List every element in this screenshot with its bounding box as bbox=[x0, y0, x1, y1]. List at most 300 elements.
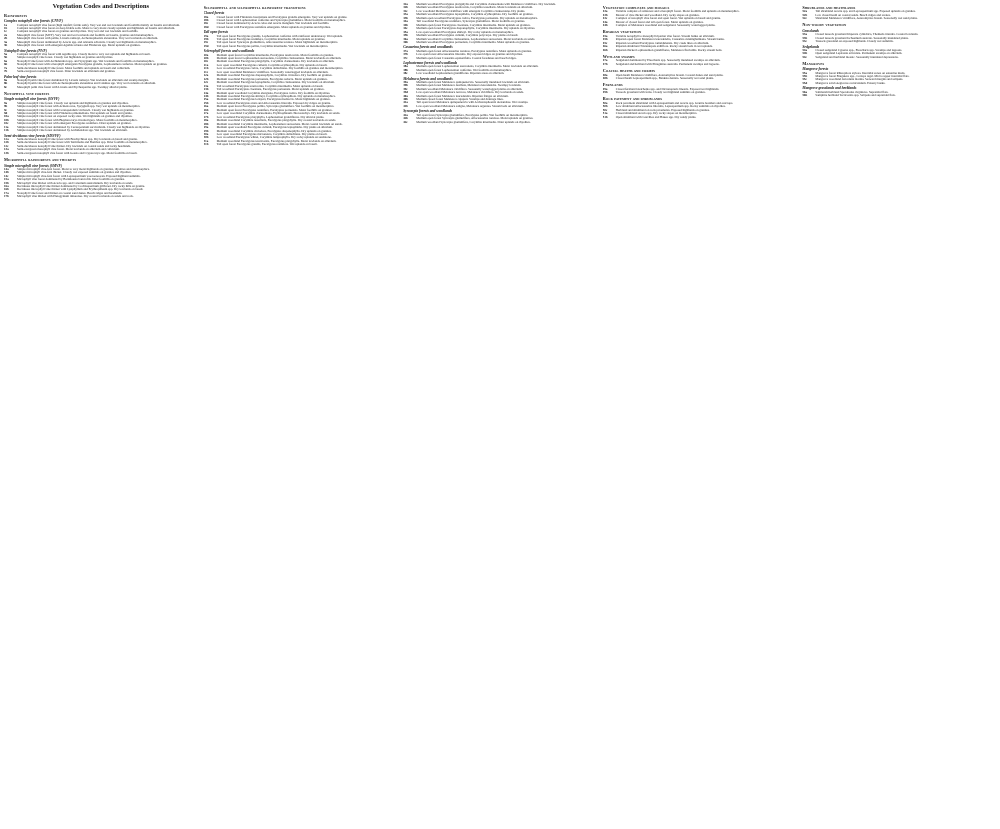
vegetation-code: 15b bbox=[4, 180, 9, 185]
vegetation-code: 1a bbox=[4, 22, 8, 27]
vegetation-code: 7b bbox=[4, 69, 8, 74]
vegetation-description: Notophyll vine forest with Archidendron spp. and Syzygium spp. Wet lowlands and foothills on metamorphics. bbox=[17, 58, 155, 63]
column-body bbox=[802, 6, 996, 98]
subsection-heading: Simple notophyll vine forests (SNVF) bbox=[4, 97, 60, 102]
vegetation-code: 41a bbox=[403, 100, 408, 105]
vegetation-description: Mosaic of vine thicket and woodland. Dry rocky slopes on granites. bbox=[615, 12, 700, 17]
vegetation-code: 6a bbox=[4, 58, 8, 63]
vegetation-description: Closed shrubland Acacia spp. Dry rocky slopes on metamorphics. bbox=[615, 111, 698, 116]
vegetation-description: Medium open forest Corymbia intermedia, Eucalyptus tereticornis. Moist foothills on granites. bbox=[216, 52, 334, 57]
vegetation-description: Semi-evergreen notophyll vine forest with Gossia and Cryptocarya spp. Moist foothills on basalt. bbox=[17, 150, 138, 155]
vegetation-description: Deciduous microphyll vine thicket with Lysiphyllum and Erythrophleum spp. Dry lowlands on basalt. bbox=[17, 187, 144, 192]
subsection-heading: Complex notophyll vine forests (CNVF) bbox=[4, 19, 63, 24]
vegetation-entry bbox=[603, 63, 797, 66]
vegetation-description: Mesophyll palm vine forest with Licuala and Ptychosperma spp. Swampy alluvial plains. bbox=[17, 84, 128, 89]
vegetation-code: 55b bbox=[802, 74, 808, 79]
vegetation-code: 27b bbox=[203, 114, 209, 119]
vegetation-code: 17a bbox=[4, 190, 9, 195]
section-heading: Rainforests bbox=[4, 12, 28, 18]
vegetation-code: 18b bbox=[203, 17, 209, 22]
vegetation-description: Riparian shrubland Tristaniopsis exiliflora. Rocky stream beds in wet uplands. bbox=[615, 44, 713, 49]
vegetation-code: 17b bbox=[4, 194, 9, 199]
vegetation-description: Closed tussock grassland Imperata cylindrica, Themeda triandra. Coastal lowlands. bbox=[815, 32, 919, 37]
vegetation-code: 20b bbox=[203, 55, 209, 60]
column-4 bbox=[603, 3, 797, 825]
vegetation-code: 32c bbox=[403, 8, 408, 13]
vegetation-description: Tall open forest Eucalyptus resinifera, Corymbia intermedia. Moist uplands on granites. bbox=[216, 36, 326, 41]
vegetation-description: Medium open woodland Corymbia abergiana, Eucalyptus crebra. Dry foothills on rhyolites. bbox=[216, 90, 331, 95]
vegetation-description: Medium open forest Casuarina equisetifolia. Coastal foredunes and beach ridges. bbox=[416, 55, 517, 60]
vegetation-description: Simple notophyll vine forest dominated by Archidendron spp. Wet lowlands on alluvium. bbox=[17, 128, 128, 133]
vegetation-code: 8b bbox=[4, 81, 8, 86]
vegetation-description: Sedgeland and herbland mosaic. Seasonally inundated depressions. bbox=[815, 54, 899, 59]
vegetation-code: 54b bbox=[802, 51, 808, 56]
vegetation-description: Open sedgeland Lepironia articulata. Permanent swamps on alluvium. bbox=[815, 51, 903, 56]
vegetation-description: Low open woodland Melaleuca saligna, Melaleuca argentea. Stream beds on alluvium. bbox=[416, 103, 524, 108]
vegetation-code: 7a bbox=[4, 65, 8, 70]
vegetation-description: Variable notophyll to mesophyll riparian vine forest. Stream banks on alluvium. bbox=[615, 33, 715, 38]
subsection-heading: Tall open forests bbox=[203, 30, 229, 35]
subsection-heading: Closed forests bbox=[203, 11, 225, 16]
vegetation-description: Samphire herbland Tecticornia spp. Saltpans and supratidal flats. bbox=[815, 93, 896, 98]
vegetation-code: 44b bbox=[602, 23, 608, 28]
vegetation-code: 55c bbox=[802, 77, 807, 82]
vegetation-code: 3a bbox=[4, 39, 8, 44]
vegetation-code: 50a bbox=[602, 101, 608, 106]
page-title: Vegetation Codes and Descriptions bbox=[52, 3, 149, 10]
subsection-heading: Mangrove grasslands and herblands bbox=[802, 86, 857, 91]
vegetation-description: Simple notophyll vine forest dominated by Ceratopetalum succirubrum. Cloudy wet highlands on rhyolites. bbox=[17, 124, 151, 129]
vegetation-description: Medium open woodland Eucalyptus crebra, Eucalyptus portuensis. Dry uplands on metamorphics. bbox=[416, 15, 538, 20]
vegetation-code: 28b bbox=[203, 121, 209, 126]
vegetation-description: Tall woodland Eucalyptus cloeziana, Eucalyptus portuensis. Moist uplands on granites. bbox=[216, 87, 325, 92]
vegetation-description: Tall open forest Syncarpia glomulifera, Eucalyptus pellita. Wet foothills on metamorphics. bbox=[416, 112, 529, 117]
vegetation-description: Riparian open forest Melaleuca leucadendra, Casuarina cunninghamiana. Stream banks. bbox=[615, 37, 725, 42]
vegetation-code: 40b bbox=[403, 97, 409, 102]
vegetation-description: Deciduous microphyll vine thicket dominated by Cochlospermum gillivraei. Dry rocky hills on granite. bbox=[17, 183, 146, 188]
vegetation-code: 35b bbox=[403, 33, 409, 38]
vegetation-code: 9d bbox=[4, 111, 8, 116]
vegetation-description: Tall open forest Melaleuca quinquenervia with Archontophoenix alexandrae. Wet swamps. bbox=[416, 100, 529, 105]
vegetation-code: 47b bbox=[602, 61, 608, 66]
vegetation-entry bbox=[4, 195, 198, 198]
section-heading: Fernlands bbox=[602, 82, 623, 88]
vegetation-code: 8a bbox=[4, 77, 8, 82]
vegetation-description: Semi-deciduous notophyll vine forest. Moist foothills and uplands on basalt and colluvium. bbox=[17, 65, 131, 70]
vegetation-code: 6b bbox=[4, 62, 8, 67]
vegetation-description: Microphyll vine thicket with Pleiogynium timorense. Dry coastal lowlands on sands and rock. bbox=[17, 194, 134, 199]
vegetation-code: 32a bbox=[403, 3, 408, 6]
vegetation-code: 10a bbox=[4, 114, 9, 119]
vegetation-code: 39d bbox=[403, 90, 409, 95]
vegetation-code: 38c bbox=[403, 71, 408, 76]
vegetation-entry bbox=[802, 94, 996, 97]
section-heading: Coastal heaths and swamps bbox=[602, 67, 656, 73]
vegetation-code: 47a bbox=[602, 58, 608, 63]
vegetation-description: Riparian woodland Eucalyptus camaldulensis. Dry creek lines on alluvium. bbox=[615, 40, 710, 45]
vegetation-code: 42c bbox=[403, 119, 408, 124]
vegetation-code: 41b bbox=[403, 103, 409, 108]
vegetation-description: Simple notophyll vine forest on exposed rocky sites. Wet highlands on granites and rhyolites. bbox=[17, 114, 133, 119]
vegetation-code: 51b bbox=[602, 114, 608, 119]
vegetation-entry bbox=[4, 44, 198, 47]
vegetation-code: 18d bbox=[203, 24, 209, 29]
vegetation-description: Mesophyll vine forest with palms, Licuala ramsayi, Archontophoenix alexandrae. Very wet lowlands on alluvium. bbox=[17, 36, 159, 41]
column-2 bbox=[204, 3, 398, 825]
vegetation-code: 42a bbox=[403, 112, 408, 117]
vegetation-description: Tussock grassland with ferns. Cloudy wet highland summits on granites. bbox=[615, 90, 706, 95]
vegetation-entry bbox=[403, 57, 597, 60]
subsection-heading: Palm-leaf vine forests bbox=[4, 74, 37, 79]
subsection-heading: Simple microphyll vine forests (SMVF) bbox=[4, 163, 63, 168]
vegetation-entry bbox=[403, 41, 597, 44]
vegetation-code: 1b bbox=[4, 25, 8, 30]
vegetation-entry bbox=[603, 24, 797, 27]
subsection-heading: Casuarina forests and woodlands bbox=[403, 45, 453, 50]
vegetation-code: 53c bbox=[802, 39, 807, 44]
vegetation-description: Medium open forest Eucalyptus resinifera, Eucalyptus portuensis. Moist foothills on granites. bbox=[216, 107, 333, 112]
vegetation-description: Simple microphyll vine-fern thicket. Cloudy wet exposed summits on granites and rhyolites. bbox=[17, 170, 132, 175]
vegetation-code: 46b bbox=[602, 47, 608, 52]
vegetation-description: Medium woodland Eucalyptus shirleyi, Corymbia erythrophloia. Dry uplands on metamorphics. bbox=[216, 93, 336, 98]
vegetation-code: 5a bbox=[4, 51, 8, 56]
vegetation-code: 11a bbox=[4, 124, 9, 129]
vegetation-code: 12b bbox=[4, 140, 9, 145]
vegetation-code: 32b bbox=[403, 5, 409, 10]
vegetation-description: Shrubland Melaleuca viridiflora, Asteromyrtus brassii. Seasonally wet sand plains. bbox=[815, 16, 918, 21]
vegetation-code: 50b bbox=[602, 104, 608, 109]
vegetation-description: Closed forest with Flindersia bourjotiana and Eucalyptus grandis emergents. Very wet uplands on granite. bbox=[216, 14, 348, 19]
vegetation-description: Riparian thicket Lophostemon grandiflorus, Melaleuca fluviatilis. Rocky stream beds. bbox=[615, 47, 723, 52]
vegetation-description: Closed forest with Lophostemon confertus and Syncarpia glomulifera. Moist foothills on metamorphics. bbox=[216, 17, 346, 22]
vegetation-description: Complex of notophyll vine forest and open forest. Wet uplands on basalt and granite. bbox=[615, 16, 721, 21]
vegetation-code: 39c bbox=[403, 86, 408, 91]
vegetation-code: 23b bbox=[203, 87, 209, 92]
vegetation-code: 42b bbox=[403, 116, 409, 121]
vegetation-description: Microphyll vine forest dominated by Backhousia bancroftii. Drier foothills on granites. bbox=[17, 177, 125, 182]
vegetation-description: Tall open forest Eucalyptus pellita, Corymbia intermedia. Wet lowlands on metamorphics. bbox=[216, 43, 329, 48]
vegetation-code: 34a bbox=[403, 19, 408, 24]
vegetation-code: 56a bbox=[802, 89, 808, 94]
vegetation-code: 43a bbox=[602, 9, 608, 14]
subsection-heading: Notophyll vine forests (NVF) bbox=[4, 48, 48, 53]
section-heading: Wetland swamps bbox=[602, 53, 635, 59]
vegetation-code: 45b bbox=[602, 37, 608, 42]
vegetation-description: Medium woodland Eucalyptus lockyeri, Eucalyptus mediocris. Moist highlands on granites. bbox=[216, 97, 331, 102]
vegetation-description: Complex notophyll vine forest with Agathis spp. Cloudy moist to very wet uplands and highlands on basalt. bbox=[17, 51, 151, 56]
vegetation-code: 52c bbox=[802, 16, 807, 21]
vegetation-code: 29a bbox=[203, 125, 209, 130]
vegetation-code: 19b bbox=[203, 36, 209, 41]
vegetation-code: 31a bbox=[203, 138, 209, 143]
vegetation-code: 45a bbox=[602, 33, 608, 38]
vegetation-description: Low shrubland Allocasuarina littoralis, Leptospermum spp. Rocky summits on rhyolites. bbox=[615, 104, 726, 109]
vegetation-description: Low woodland Lophostemon grandiflorus. Riparian areas on alluvium. bbox=[416, 71, 505, 76]
vegetation-description: Medium woodland Corymbia intermedia, Lophostemon suaveolens. Moist coastal lowlands on sands. bbox=[216, 121, 343, 126]
vegetation-description: Simple notophyll vine forest. Cloudy wet highlands on granites and rhyolites. bbox=[17, 55, 114, 60]
vegetation-code: 24a bbox=[203, 90, 209, 95]
vegetation-code: 16b bbox=[4, 187, 9, 192]
vegetation-code: 2b bbox=[4, 36, 8, 41]
vegetation-description: Low open woodland Melaleuca nervosa, Melaleuca viridiflora. Dry lowlands on sands. bbox=[416, 90, 525, 95]
section-heading: Non-woody vegetation bbox=[802, 22, 847, 28]
vegetation-code: 5b bbox=[4, 55, 8, 60]
vegetation-description: Medium open forest Melaleuca leucadendra. Riparian fringes on alluvium. bbox=[416, 93, 509, 98]
section-heading: Rock pavement and shrublands bbox=[602, 96, 663, 102]
vegetation-description: Low closed heath on coastal sands. Beach ridges and swales. bbox=[815, 12, 891, 17]
vegetation-description: Rock pavement shrubland with Leptospermum and Acacia spp. Granite boulders and outcrops. bbox=[615, 101, 734, 106]
vegetation-description: Sedgeland and herbland with Phragmites australis. Permanent swamps and lagoons. bbox=[615, 61, 720, 66]
vegetation-entry bbox=[204, 45, 398, 48]
vegetation-description: Medium open forest Allocasuarina torulosa, Eucalyptus resinifera. Moist uplands on granites. bbox=[416, 48, 532, 53]
vegetation-code: 23a bbox=[203, 83, 209, 88]
vegetation-description: Complex of Melaleuca woodland and sedgeland. Seasonally waterlogged plains. bbox=[615, 23, 716, 28]
vegetation-description: Semi-evergreen notophyll vine forest. Drier lowlands on alluvium and granites. bbox=[17, 69, 116, 74]
vegetation-description: Medium open forest Melaleuca quinquenervia. Seasonally inundated lowlands on alluvium. bbox=[416, 79, 530, 84]
vegetation-code: 44a bbox=[602, 19, 608, 24]
vegetation-code: 37a bbox=[403, 48, 408, 53]
vegetation-description: Mangrove forest Rhizophora stylosa. Intertidal zones on estuarine muds. bbox=[815, 70, 906, 75]
vegetation-code: 14c bbox=[4, 173, 9, 178]
vegetation-description: Complex notophyll vine forest (high rainfall; fertile soils). Very wet and wet lowlands and foothills mainly on basalts and alluvium. bbox=[17, 22, 180, 27]
vegetation-description: Low woodland Eucalyptus atrata and Allocasuarina littoralis. Exposed dry ridges on granite. bbox=[216, 100, 331, 105]
vegetation-entry bbox=[603, 77, 797, 80]
vegetation-description: Closed forest with Eucalyptus resinifera emergents. Moist uplands on granites and rhyolites. bbox=[216, 24, 331, 29]
column-body bbox=[4, 14, 198, 199]
vegetation-description: Simple notophyll vine forest with Acmena resa, Syzygium spp. Very wet uplands on metamorphics. bbox=[17, 104, 141, 109]
vegetation-description: Medium open forest Lophostemon suaveolens, Corymbia clarksoniana. Moist lowlands on alluvium. bbox=[216, 55, 342, 60]
vegetation-description: Variable complex of rainforest and sclerophyll forest. Moist foothills and uplands on metamorphics. bbox=[615, 9, 740, 14]
vegetation-description: Mesophyll vine forest dominated by Acacia spp. and Alstonia scholaris. Cloudy wet highlands on metamorphics. bbox=[17, 39, 157, 44]
vegetation-entry bbox=[802, 40, 996, 43]
vegetation-code: 53b bbox=[802, 35, 808, 40]
vegetation-entry bbox=[603, 116, 797, 119]
vegetation-code: 48b bbox=[602, 76, 608, 81]
vegetation-description: Simple notophyll vine forest with emergent Eucalyptus resinifera. Drier uplands on granites. bbox=[17, 121, 132, 126]
vegetation-code: 39b bbox=[403, 83, 409, 88]
vegetation-code: 33a bbox=[403, 12, 408, 17]
vegetation-description: Notophyll palm vine forest with Archontophoenix alexandrae and Calamus spp. Very wet lowlands on alluvium. bbox=[17, 81, 156, 86]
vegetation-code: 9b bbox=[4, 104, 8, 109]
vegetation-description: Medium woodland Corymbia clarksoniana, Lophostemon suaveolens. Moist lowlands on sands. bbox=[416, 36, 536, 41]
vegetation-code: 38b bbox=[403, 67, 409, 72]
vegetation-description: Mesophyll vine forest (MVF). Very wet and wet lowlands and foothills on basalts, granites and metamorphics. bbox=[17, 32, 154, 37]
vegetation-description: Closed heath Leptospermum spp., Banksia dentata. Seasonally wet sand plains. bbox=[615, 76, 714, 81]
subsection-heading: Grasslands bbox=[802, 28, 819, 33]
subsection-heading: Mangrove forests bbox=[802, 67, 829, 72]
vegetation-code: 30b bbox=[203, 135, 209, 140]
vegetation-code: 19d bbox=[203, 43, 209, 48]
vegetation-description: Low open woodland Melaleuca viridiflora. Seasonally waterlogged lowlands on alluvium. bbox=[216, 69, 329, 74]
column-1 bbox=[4, 3, 198, 825]
vegetation-description: Low open woodland Eucalyptus cullenii, Corymbia erythrophloia. Dry uplands on basalt. bbox=[216, 62, 328, 67]
vegetation-description: Medium woodland Eucalyptus leptophleba, Corymbia clarksoniana. Dry lowlands on alluvium. bbox=[216, 80, 335, 85]
vegetation-code: 9a bbox=[4, 100, 8, 105]
vegetation-code: 34b bbox=[403, 22, 409, 27]
column-body bbox=[403, 3, 597, 124]
vegetation-entry bbox=[4, 152, 198, 155]
vegetation-code: 8c bbox=[4, 84, 7, 89]
vegetation-description: Simple notophyll vine forest with Flindersia pimenteliana. Wet uplands on basalt and granite. bbox=[17, 111, 133, 116]
vegetation-description: Tall open forest Eucalyptus grandis, Lophostemon confertus with rainforest understorey. Wet uplands. bbox=[216, 33, 343, 38]
vegetation-code: 22c bbox=[203, 80, 209, 85]
subsection-heading: Sedgelands bbox=[802, 44, 820, 49]
vegetation-code: 38a bbox=[403, 64, 408, 69]
vegetation-description: Mangrove scrub Aegiceras corniculatum. Estuary banks. bbox=[815, 80, 886, 85]
vegetation-description: Tall woodland Eucalyptus resinifera, Syncarpia glomulifera. Moist foothills on granites. bbox=[416, 19, 526, 24]
vegetation-description: Medium open forest Eucalyptus cloeziana, Corymbia intermedia. Moist uplands on granites. bbox=[416, 22, 531, 27]
vegetation-code: 22b bbox=[203, 76, 209, 81]
section-heading: Notophyll vine forests bbox=[4, 90, 50, 96]
subsection-heading: Lophostemon forests and woodlands bbox=[403, 61, 458, 65]
vegetation-description: Mosaic of closed forest and tall open forest. Moist uplands on granites. bbox=[615, 19, 704, 24]
vegetation-code: 9c bbox=[4, 107, 7, 112]
vegetation-code: 45c bbox=[602, 40, 608, 45]
vegetation-code: 20c bbox=[203, 59, 209, 64]
vegetation-description: Medium woodland Eucalyptus drepanophylla, Corymbia citriodora. Dry foothills on granites. bbox=[216, 73, 333, 78]
subsection-heading: Syncarpia forests and woodlands bbox=[403, 109, 453, 114]
vegetation-code: 25a bbox=[203, 97, 209, 102]
vegetation-code: 1c bbox=[4, 29, 7, 34]
vegetation-code: 26a bbox=[203, 104, 209, 109]
vegetation-code: 22a bbox=[203, 73, 209, 78]
vegetation-entry bbox=[802, 56, 996, 59]
vegetation-entry bbox=[603, 49, 797, 52]
vegetation-description: Sedgeland dominated by Eleocharis spp. Seasonally inundated swamps on alluvium. bbox=[615, 58, 721, 63]
vegetation-code: 12a bbox=[4, 136, 9, 141]
column-3 bbox=[403, 3, 597, 825]
vegetation-description: Simple microphyll vine-fern forest with Leptospermum wooroonooran. Exposed highland summits. bbox=[17, 173, 141, 178]
vegetation-description: Low woodland Melaleuca viridiflora with emergent Corymbia clarksoniana. Dry plains. bbox=[416, 8, 526, 13]
section-heading: Mangroves bbox=[802, 60, 825, 66]
vegetation-code: 16a bbox=[4, 183, 9, 188]
vegetation-description: Medium woodland Corymbia citriodora, Eucalyptus drepanophylla. Dry uplands on granites. bbox=[216, 128, 332, 133]
vegetation-description: Medium open woodland Eucalyptus cullenii, Eucalyptus leptophleba. Dry plains on alluvium. bbox=[216, 125, 333, 130]
vegetation-description: Tall open forest Syncarpia glomulifera, Allocasuarina torulosa. Moist highlands on metamorphics. bbox=[216, 40, 339, 45]
vegetation-code: 55d bbox=[802, 80, 808, 85]
vegetation-entry bbox=[403, 121, 597, 124]
vegetation-description: Open shrubland with Grevillea and Hakea spp. Dry sandy plains. bbox=[615, 114, 697, 119]
vegetation-code: 28a bbox=[203, 118, 209, 123]
vegetation-entry bbox=[4, 129, 198, 132]
vegetation-description: Mangrove forest Bruguiera spp., Ceriops tagal. Mid to upper intertidal flats. bbox=[815, 74, 910, 79]
subsection-heading: Semi-deciduous vine forests (SDNVF) bbox=[4, 133, 61, 138]
vegetation-description: Medium open forest Eucalyptus drepanophylla, Corymbia intermedia. Dry uplands on rhyolites. bbox=[416, 26, 536, 31]
vegetation-code: 35a bbox=[403, 29, 408, 34]
vegetation-description: Microphyll vine thicket with Acacia spp. and Canarium australianum. Dry lowlands on sands. bbox=[17, 180, 134, 185]
vegetation-description: Closed tussock grassland Ischaemum australe. Seasonally inundated plains. bbox=[815, 35, 909, 40]
vegetation-code: 13a bbox=[4, 147, 9, 152]
vegetation-entry bbox=[204, 143, 398, 146]
vegetation-description: Semi-deciduous notophyll vine forest with Terminalia and Bombax spp. Drier foothills on metamorphics. bbox=[17, 140, 148, 145]
vegetation-entry bbox=[603, 91, 797, 94]
vegetation-code: 40a bbox=[403, 93, 408, 98]
vegetation-code: 51a bbox=[602, 111, 608, 116]
subsection-heading: Melaleuca forests and woodlands bbox=[403, 76, 453, 81]
vegetation-description: Medium open forest Eucalyptus pellita, Syncarpia glomulifera. Wet foothills on metamorphics. bbox=[216, 104, 335, 109]
vegetation-description: Simple notophyll vine forest. Cloudy wet uplands and highlands on granites and rhyolites. bbox=[17, 100, 129, 105]
vegetation-code: 49b bbox=[602, 90, 608, 95]
subsection-heading: Sclerophyll forests and woodlands bbox=[203, 49, 255, 54]
vegetation-code: 21c bbox=[203, 69, 209, 74]
column-body bbox=[204, 6, 398, 147]
vegetation-code: 34c bbox=[403, 26, 408, 31]
vegetation-description: Saltmarsh herbland Sporobolus virginicus. Supratidal flats. bbox=[815, 89, 889, 94]
vegetation-code: 36b bbox=[403, 39, 409, 44]
vegetation-description: Tall shrubland Acacia spp. and Leptospermum spp. Exposed uplands on granites. bbox=[815, 9, 916, 14]
vegetation-code: 49a bbox=[602, 86, 608, 91]
vegetation-description: Low woodland Eucalyptus crebra, Corymbia dallachiana. Dry foothills on granites and metamorphics. bbox=[216, 66, 344, 71]
vegetation-code: 31b bbox=[203, 142, 209, 147]
vegetation-code: 29b bbox=[203, 128, 209, 133]
vegetation-description: Medium woodland Eucalyptus tereticornis, Corymbia tessellaris. Moist lowlands on alluvium. bbox=[416, 5, 533, 10]
vegetation-description: Medium woodland Eucalyptus leptophleba, Corymbia erythrophloia. Dry foothills on granites. bbox=[416, 12, 534, 17]
vegetation-description: Mesophyll vine forest with emergent Agathis robusta and Flindersia spp. Moist uplands on granites. bbox=[17, 43, 141, 48]
vegetation-description: Mangrove woodland Avicennia marina. Seaward margins and saltpans. bbox=[815, 77, 904, 82]
vegetation-description: Tussock grassland on exposed highlands. Cloudy wet summits. bbox=[815, 39, 894, 44]
vegetation-code: 2a bbox=[4, 32, 8, 37]
vegetation-description: Medium woodland Eucalyptus tereticornis, Eucalyptus platyphylla. Moist lowlands on alluvium. bbox=[216, 138, 337, 143]
vegetation-code: 26b bbox=[203, 107, 209, 112]
vegetation-description: Low open forest Allocasuarina littoralis. Dry exposed ridges on granites and rhyolites. bbox=[416, 52, 523, 57]
vegetation-description: Tall woodland Eucalyptus tereticornis, Corymbia intermedia. Moist uplands on basalt. bbox=[216, 83, 324, 88]
vegetation-description: Tall open forest Eucalyptus grandis, Eucalyptus resinifera. Wet uplands on basalt. bbox=[216, 142, 318, 147]
section-heading: Shrublands and heathlands bbox=[802, 4, 856, 10]
vegetation-code: 18c bbox=[203, 21, 209, 26]
vegetation-description: Low open woodland Eucalyptus microneura, Corymbia dallachiana. Dry plains on basalt. bbox=[216, 131, 328, 136]
vegetation-code: 14a bbox=[4, 166, 9, 171]
column-body bbox=[603, 6, 797, 120]
vegetation-description: Notophyll palm vine forest dominated by Licuala ramsayi. Wet lowlands on alluvium and swamp margins. bbox=[17, 77, 149, 82]
vegetation-description: Closed forest dominated by Acacia celsa and Acacia mangium. Wet lowlands and foothills. bbox=[216, 21, 330, 26]
vegetation-entry bbox=[4, 86, 198, 89]
vegetation-description: Medium open forest Lophostemon confertus. Wet foothills on metamorphics. bbox=[416, 67, 512, 72]
vegetation-code: 30a bbox=[203, 131, 209, 136]
vegetation-code: 54c bbox=[802, 54, 807, 59]
vegetation-description: Low open woodland Eucalyptus shirleyi. Dry rocky uplands on metamorphics. bbox=[416, 29, 514, 34]
vegetation-description: Medium open forest Syncarpia glomulifera, Allocasuarina torulosa. Moist uplands on granites. bbox=[416, 116, 534, 121]
vegetation-code: 48a bbox=[602, 72, 608, 77]
vegetation-description: Simple microphyll vine-fern forest. Moist to very moist highlands on granites, rhyolites and metamorphics. bbox=[17, 166, 150, 171]
vegetation-code: 56b bbox=[802, 93, 808, 98]
vegetation-entry bbox=[4, 70, 198, 73]
vegetation-description: Notophyll vine forest and thicket on coastal sand dunes. Beach ridges and headlands. bbox=[17, 190, 123, 195]
section-heading: Vegetation complexes and mosaics bbox=[602, 4, 670, 10]
vegetation-description: Medium open forest Melaleuca dealbata, Melaleuca leucadendra. Swampy lowlands. bbox=[416, 83, 522, 88]
vegetation-code: 55a bbox=[802, 70, 808, 75]
vegetation-description: Simple notophyll vine forest with Ceratopetalum virchowii. Cloudy wet highlands on granites. bbox=[17, 107, 135, 112]
vegetation-description: Semi-deciduous notophyll vine forest with Brachychiton spp. Dry lowlands on basalt and granite. bbox=[17, 136, 138, 141]
section-heading: Microphyll rainforests and thickets bbox=[4, 156, 77, 162]
vegetation-description: Low woodland Eucalyptus platyphylla, Lophostemon grandiflorus. Dry alluvial plains. bbox=[216, 114, 325, 119]
vegetation-code: 24b bbox=[203, 93, 209, 98]
vegetation-code: 11b bbox=[4, 128, 9, 133]
vegetation-code: 37b bbox=[403, 52, 409, 57]
vegetation-description: Simple notophyll vine forest with Blepharocarya involucrigera. Moist foothills on metamorphics. bbox=[17, 117, 138, 122]
section-heading: Riparian vegetation bbox=[602, 29, 642, 35]
vegetation-code: 36a bbox=[403, 36, 408, 41]
vegetation-entry bbox=[802, 17, 996, 20]
vegetation-description: Medium woodland Eucalyptus portuensis, Corymbia intermedia. Moist uplands on granites. bbox=[416, 39, 530, 44]
vegetation-code: 21a bbox=[203, 62, 209, 67]
vegetation-entry bbox=[403, 72, 597, 75]
vegetation-description: Medium woodland Syncarpia glomulifera, Corymbia intermedia. Drier uplands on rhyolites. bbox=[416, 119, 531, 124]
vegetation-code: 3b bbox=[4, 43, 8, 48]
vegetation-code: 50c bbox=[602, 107, 608, 112]
vegetation-code: 10c bbox=[4, 121, 9, 126]
vegetation-code: 46a bbox=[602, 44, 608, 49]
vegetation-entry bbox=[802, 82, 996, 85]
